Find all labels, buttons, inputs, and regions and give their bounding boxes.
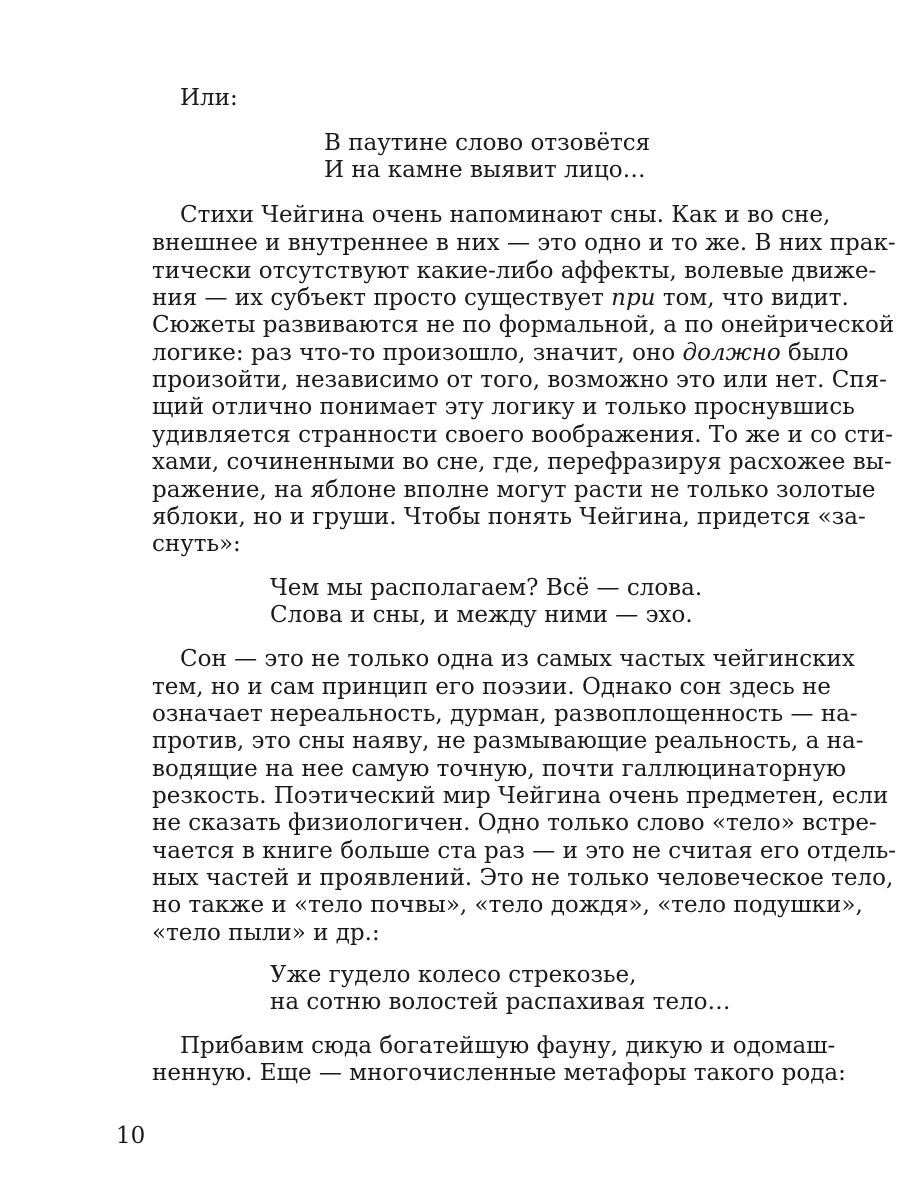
para1-line-11: ражение, на яблоне вполне могут расти не только золотые [152, 477, 876, 503]
para2-line-6: резкость. Поэтический мир Чейгина очень предметен, если [152, 783, 889, 809]
para2-line-3: означает нереальность, дурман, развоплощенность — на- [152, 701, 858, 727]
para1-line-6: логике: раз что-то произошло, значит, оно должно было [152, 340, 849, 366]
para1-line-12: яблоки, но и груши. Чтобы понять Чейгина, придется «за- [152, 504, 866, 530]
para1-line-5: Сюжеты развиваются не по формальной, а по онейрической [152, 312, 895, 338]
verse2-line-2: Слова и сны, и между ними — эхо. [270, 602, 693, 628]
verse3-line-2: на сотню волостей распахивая тело… [270, 989, 731, 1015]
para2-line-11: «тело пыли» и др.: [152, 920, 380, 946]
para2-line-1: Сон — это не только одна из самых частых чейгинских [180, 646, 855, 672]
intro-line: Или: [180, 85, 238, 111]
para1-line-9: удивляется странности своего воображения. То же и со сти- [152, 422, 893, 448]
para3-line-2: ненную. Еще — многочисленные метафоры такого рода: [152, 1060, 846, 1086]
verse1-line-2: И на камне выявит лицо… [324, 157, 646, 183]
para1-line-13: снуть»: [152, 531, 241, 557]
para1-line-3: тически отсутствуют какие-либо аффекты, волевые движе- [152, 258, 877, 284]
para2-line-7: не сказать физиологичен. Одно только слово «тело» встре- [152, 810, 877, 836]
para1-line-7: произойти, независимо от того, возможно это или нет. Спя- [152, 367, 887, 393]
verse3-line-1: Уже гудело колесо стрекозье, [270, 962, 637, 988]
para1-line-4: ния — их субъект просто существует при том, что видит. [152, 285, 849, 311]
para2-line-5: водящие на нее самую точную, почти галлюцинаторную [152, 756, 847, 782]
para2-line-8: чается в книге больше ста раз — и это не считая его отдель- [152, 838, 896, 864]
para2-line-10: но также и «тело почвы», «тело дождя», «тело подушки», [152, 892, 863, 918]
para3-line-1: Прибавим сюда богатейшую фауну, дикую и одомаш- [180, 1033, 836, 1059]
para1-line-1: Стихи Чейгина очень напоминают сны. Как и во сне, [180, 202, 831, 228]
para1-line-2: внешнее и внутреннее в них — это одно и то же. В них прак- [152, 230, 896, 256]
page-number: 10 [116, 1123, 146, 1149]
verse1-line-1: В паутине слово отзовётся [324, 130, 651, 156]
para2-line-9: ных частей и проявлений. Это не только человеческое тело, [152, 865, 894, 891]
verse2-line-1: Чем мы располагаем? Всё — слова. [270, 575, 703, 601]
para2-line-2: тем, но и сам принцип его поэзии. Однако сон здесь не [152, 674, 831, 700]
para1-line-10: хами, сочиненными во сне, где, перефразируя расхожее вы- [152, 449, 892, 475]
para2-line-4: против, это сны наяву, не размывающие реальность, а на- [152, 728, 864, 754]
para1-line-8: щий отлично понимает эту логику и только проснувшись [152, 394, 855, 420]
